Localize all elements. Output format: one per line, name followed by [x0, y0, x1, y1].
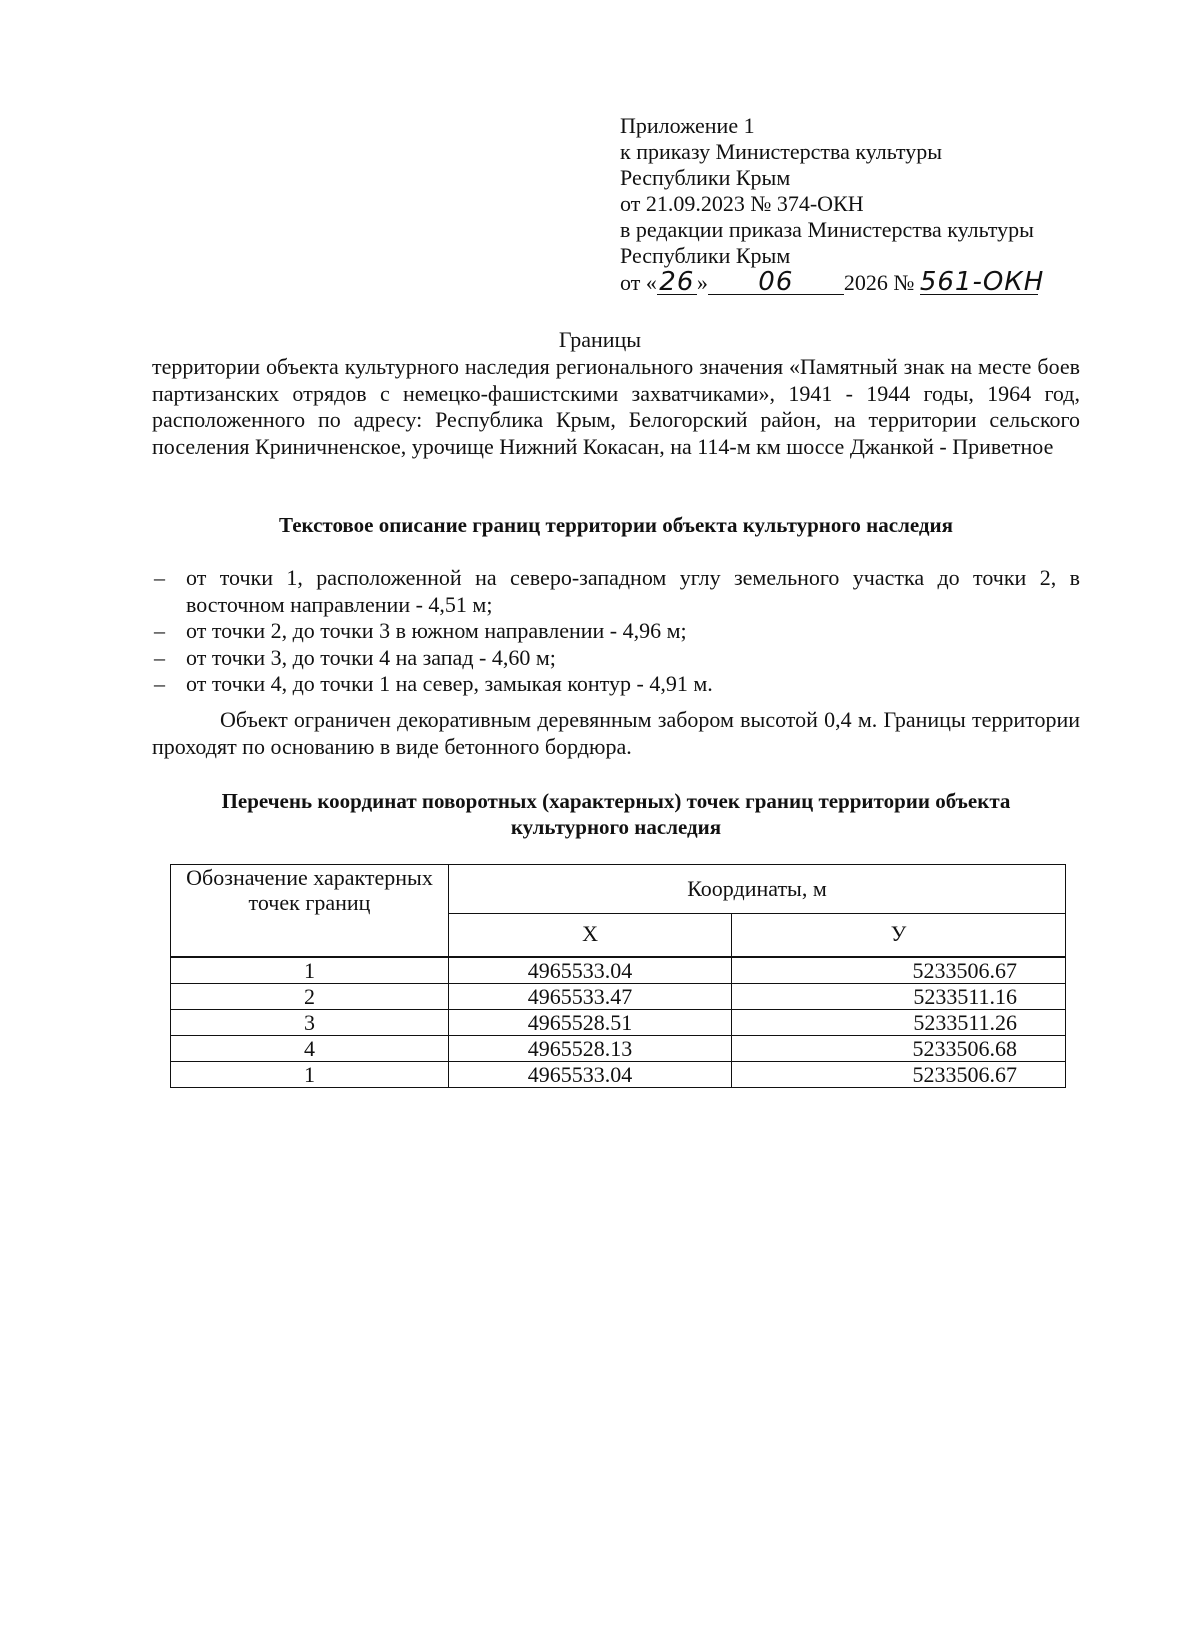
boundary-description-list — [152, 565, 1080, 698]
appendix-line-6: Республики Крым — [620, 243, 791, 268]
column-header-y: У — [732, 914, 1066, 958]
cell-point: 3 — [171, 1010, 449, 1036]
table-row — [171, 1062, 1066, 1088]
appendix-line-4: от 21.09.2023 № 374-ОКН — [620, 191, 864, 216]
cell-y: 5233506.67 — [732, 957, 1066, 984]
appendix-line-3: Республики Крым — [620, 165, 791, 190]
coordinates-table — [170, 864, 1066, 1088]
appendix-line-2: к приказу Министерства культуры — [620, 139, 943, 164]
appendix-header — [620, 113, 1120, 296]
dash-marker: – — [154, 565, 165, 590]
cell-y: 5233511.26 — [732, 1010, 1066, 1036]
cell-x: 4965528.51 — [449, 1010, 732, 1036]
cell-y: 5233506.68 — [732, 1036, 1066, 1062]
cell-point: 4 — [171, 1036, 449, 1062]
table-heading-line-1: Перечень координат поворотных (характерных) точек границ территории объекта — [221, 789, 1011, 813]
date-prefix: от « — [620, 270, 657, 295]
date-year: 2026 № — [843, 270, 915, 295]
cell-x: 4965528.13 — [449, 1036, 732, 1062]
column-header-x: X — [449, 914, 732, 958]
list-item: – от точки 2, до точки 3 в южном направлении - 4,96 м; — [154, 618, 687, 643]
table-row — [171, 957, 1066, 984]
list-item: – от точки 4, до точки 1 на север, замыкая контур - 4,91 м. — [154, 671, 713, 696]
document-title: Границы — [558, 327, 642, 352]
description-heading: Текстовое описание границ территории объекта культурного наследия — [278, 513, 954, 537]
cell-x: 4965533.04 — [449, 1062, 732, 1088]
cell-y: 5233511.16 — [732, 984, 1066, 1010]
cell-x: 4965533.47 — [449, 984, 732, 1010]
dash-marker: – — [154, 644, 165, 670]
table-row — [171, 1036, 1066, 1062]
boundary-note: Объект ограничен декоративным деревянным забором высотой 0,4 м. Границы территории проходят по основанию в виде бетонного бордюра. — [152, 707, 1080, 759]
table-heading-line-2: культурного наследия — [510, 815, 722, 839]
list-item: – от точки 3, до точки 4 на запад - 4,60 м; — [154, 644, 556, 670]
appendix-date-line — [620, 267, 1120, 297]
cell-point: 1 — [171, 957, 449, 984]
column-header-coordinates: Координаты, м — [449, 865, 1066, 914]
table-row — [171, 984, 1066, 1010]
column-header-point: Обозначение характерных точек границ — [171, 865, 449, 958]
appendix-line-1: Приложение 1 — [620, 113, 755, 138]
dash-marker: – — [154, 671, 165, 696]
cell-y: 5233506.67 — [732, 1062, 1066, 1088]
dash-marker: – — [154, 618, 165, 643]
cell-point: 1 — [171, 1062, 449, 1088]
date-mid: » — [696, 270, 708, 295]
document-subtitle: территории объекта культурного наследия регионального значения «Памятный знак на месте боев партизанских отрядов с немецко-фашистскими захватчиками», 1941 - 1944 годы, 1964 год, расположенного по адресу: Республика Крым, Белогорский район, на территории сельского поселения Криничненское, урочище Нижний Кокасан, на 114-м км шоссе Джанкой - Приветное — [152, 354, 1080, 459]
handwritten-order-number: 561-ОКН — [919, 267, 1045, 297]
handwritten-day: 26 — [657, 270, 697, 295]
cell-point: 2 — [171, 984, 449, 1010]
table-row — [171, 1010, 1066, 1036]
appendix-line-5: в редакции приказа Министерства культуры — [620, 217, 1034, 242]
cell-x: 4965533.04 — [449, 957, 732, 984]
handwritten-month: 06 — [708, 270, 844, 295]
list-item: – от точки 1, расположенной на северо-западном углу земельного участка до точки 2, в восточном направлении - 4,51 м; — [154, 565, 1080, 617]
